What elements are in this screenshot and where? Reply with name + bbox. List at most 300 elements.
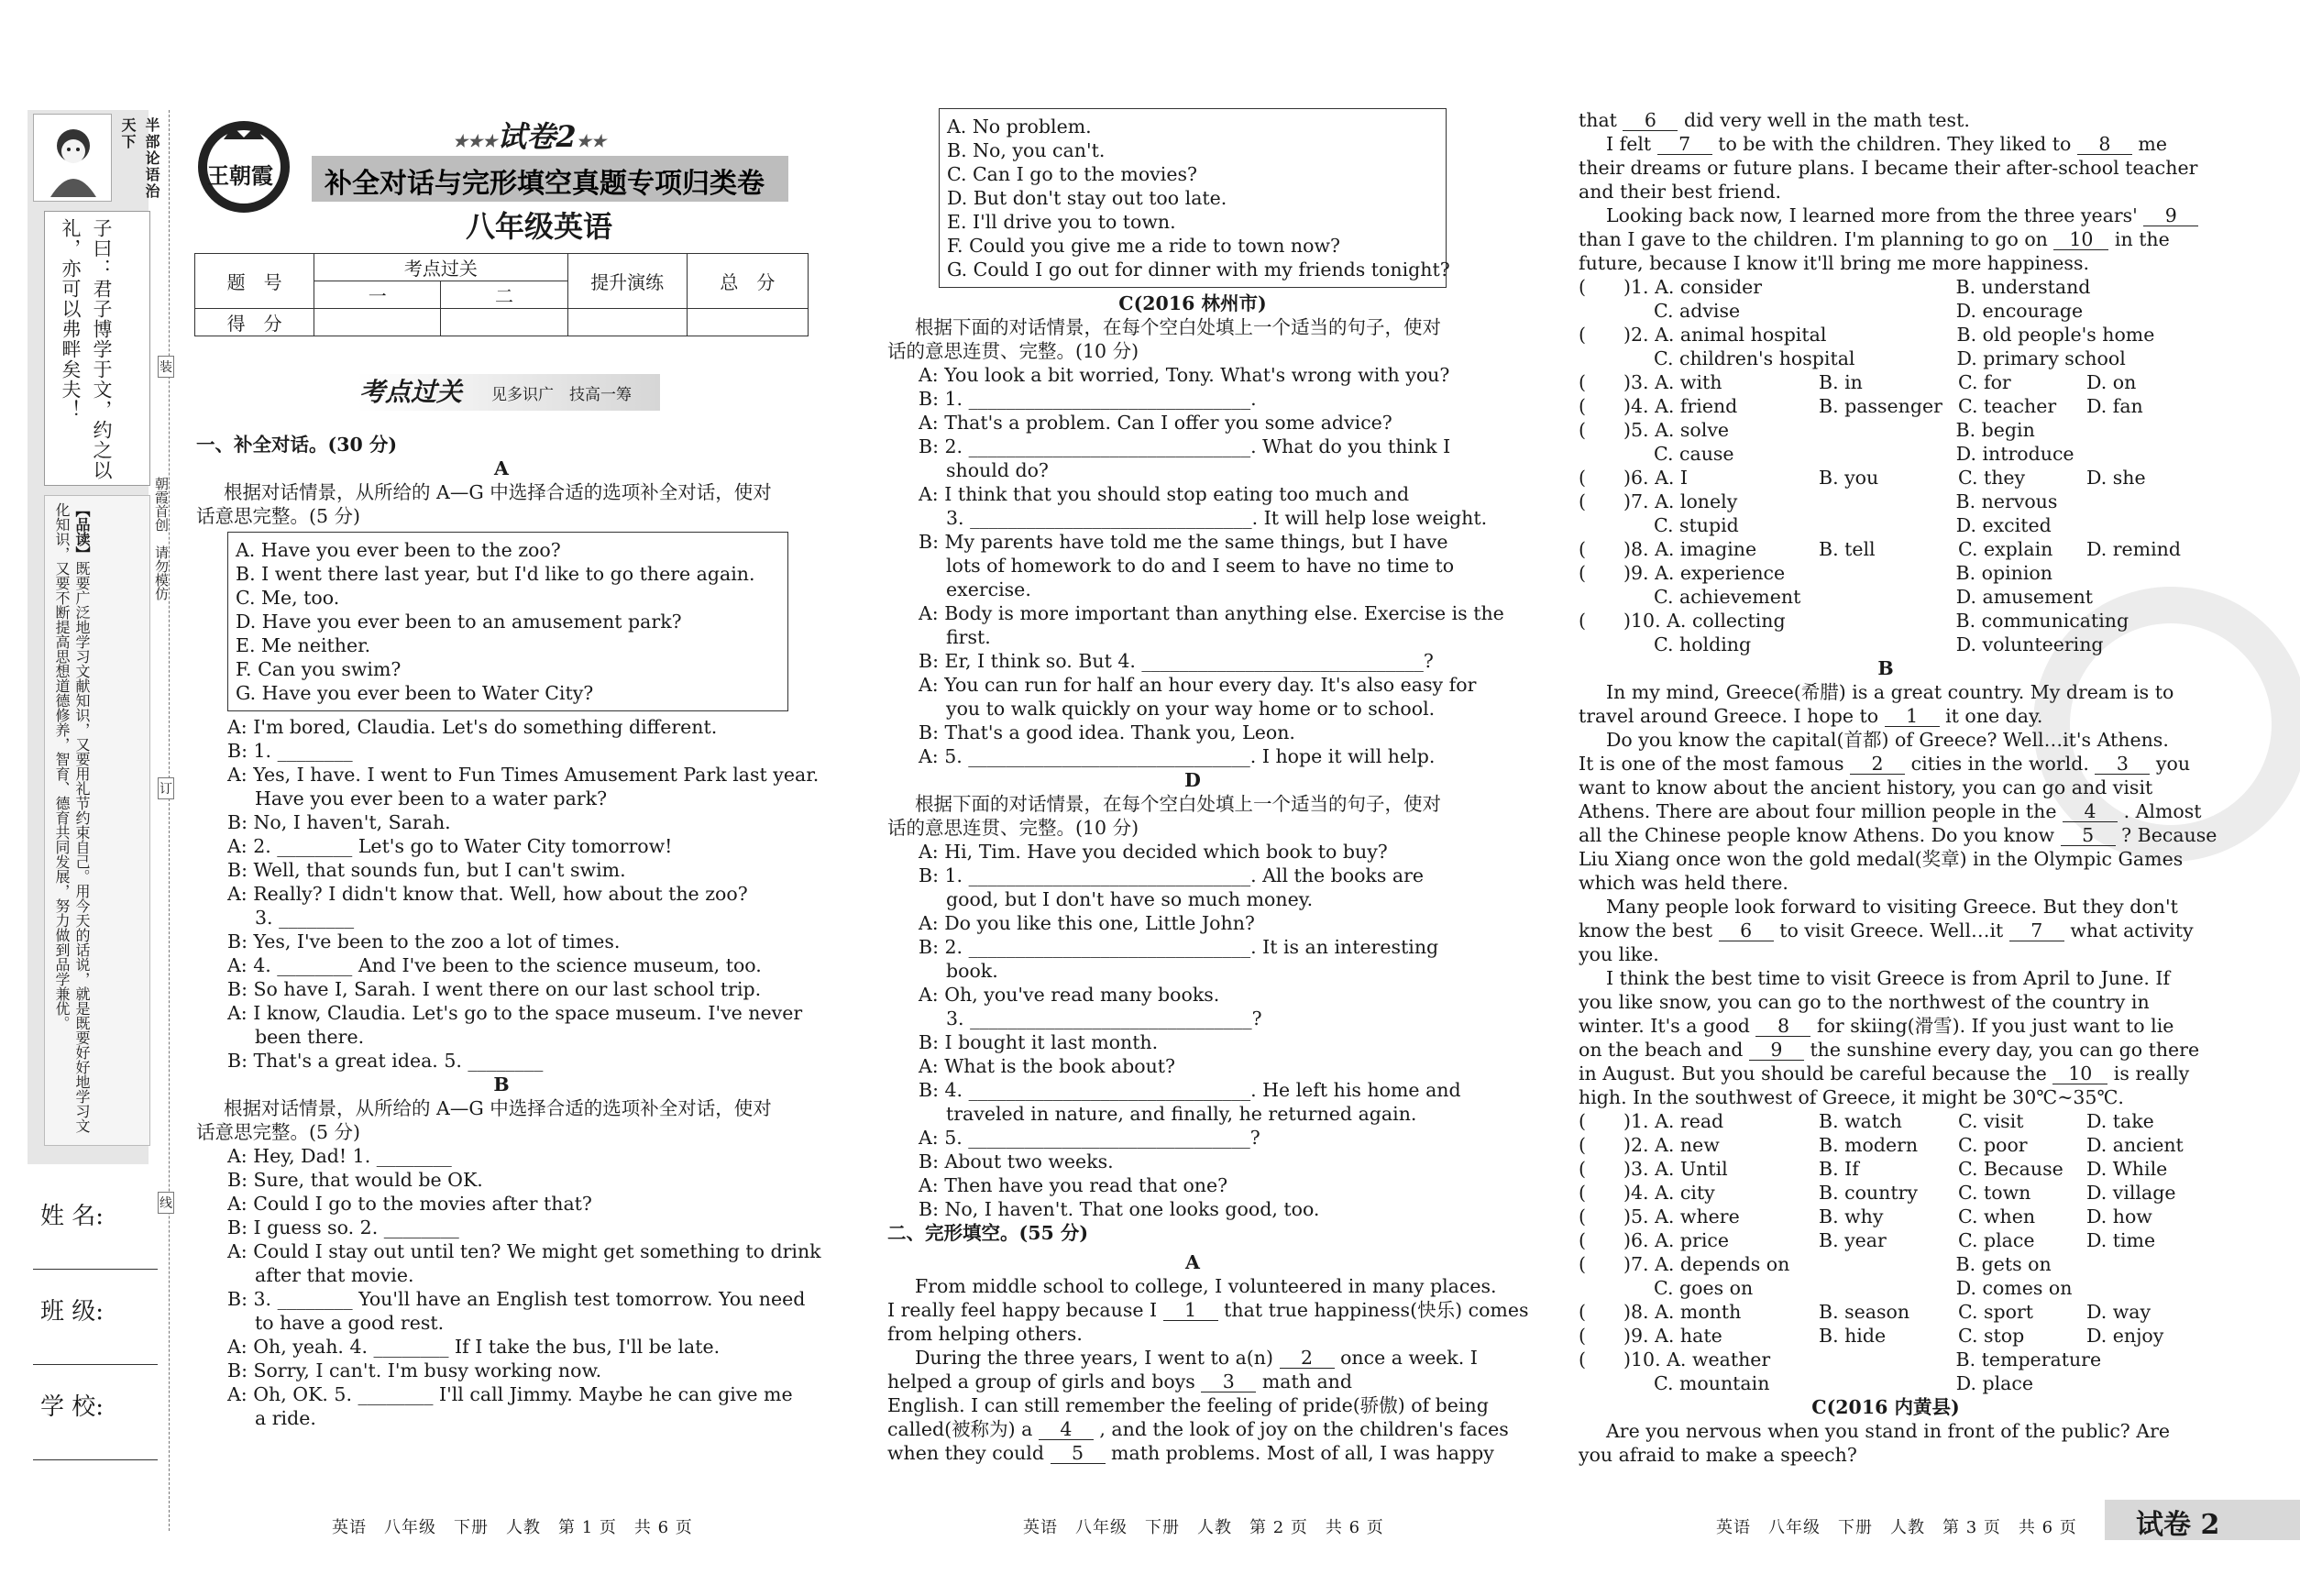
part-c-instruction-2: 话的意思连贯、完整。(10 分) [887, 340, 1139, 362]
passage-text: helped a group of girls and boys [887, 1370, 1195, 1392]
question-option[interactable]: D. volunteering [1955, 633, 2104, 655]
question-row [1579, 323, 2193, 347]
question-row [1579, 490, 2193, 513]
question-option[interactable]: B. understand [1955, 276, 2091, 298]
score-cell-3[interactable] [567, 309, 687, 336]
question-option[interactable]: B. old people's home [1956, 324, 2155, 346]
dialogue-line: A: Do you like this one, Little John? [919, 912, 1255, 934]
question-option[interactable]: C. place [1958, 1229, 2035, 1251]
dialogue-line: A: Hey, Dad! 1. ________ [227, 1145, 452, 1167]
passage-text: During the three years, I went to a(n) [915, 1347, 1274, 1369]
option-item: D. Have you ever been to an amusement park? [236, 611, 682, 633]
question-row [1579, 347, 2193, 370]
question-option[interactable]: D. enjoy [2086, 1325, 2164, 1347]
question-row [1579, 1371, 2193, 1395]
dialogue-line: A: Oh, yeah. 4. ________ If I take the bus, I'll be late. [227, 1336, 721, 1358]
class-field[interactable] [33, 1364, 158, 1365]
banner-sub: 见多识广 技高一筹 [491, 386, 632, 404]
question-option[interactable] [1818, 299, 1956, 323]
question-option[interactable] [1817, 609, 1955, 633]
answer-blank[interactable]: 6 [1719, 920, 1774, 941]
question-option[interactable]: D. While [2086, 1158, 2168, 1180]
passage-line [887, 1274, 1498, 1298]
passage-text: called(被称为) a [887, 1418, 1033, 1440]
sidebar-portrait [33, 114, 112, 202]
score-h2b: 二 [441, 281, 567, 309]
question-row [1579, 1300, 2193, 1324]
cloze-a-questions [1579, 275, 2193, 656]
question-option[interactable]: B. why [1819, 1205, 1884, 1227]
question-option[interactable]: B. modern [1819, 1134, 1919, 1156]
passage-text: high. In the southwest of Greece, it might be 30℃~35℃. [1579, 1086, 2124, 1108]
passage-text: I felt [1606, 133, 1652, 155]
question-option[interactable]: B. year [1819, 1229, 1887, 1251]
passage-text: when they could [887, 1442, 1044, 1464]
question-option[interactable]: B. gets on [1955, 1253, 2052, 1275]
passage-line [1579, 823, 2217, 847]
passage-text: to be with the children. They liked to [1718, 133, 2072, 155]
dialogue-line: A: You can run for half an hour every day. It's also easy for [919, 674, 1477, 696]
passage-text: is really [2113, 1062, 2190, 1084]
passage-text: math and [1261, 1370, 1353, 1392]
cloze-a-passage [887, 1274, 1529, 1465]
dialogue-line: exercise. [946, 578, 1031, 600]
answer-blank[interactable]: 1 [1163, 1300, 1218, 1321]
dialogue-line: B: That's a great idea. 5. ________ [227, 1050, 544, 1072]
footer-page-3: 英语 八年级 下册 人教 第 3 页 共 6 页 [1716, 1518, 2077, 1537]
question-option[interactable]: D. introduce [1955, 443, 2074, 465]
dialogue-line: A: I think that you should stop eating too much and [919, 483, 1410, 505]
question-option[interactable]: B. opinion [1955, 562, 2052, 584]
answer-blank[interactable]: 10 [2053, 229, 2108, 250]
question-option[interactable]: D. comes on [1955, 1277, 2073, 1299]
question-option[interactable]: ( )1. A. consider [1579, 276, 1763, 298]
passage-text: on the beach and [1579, 1039, 1744, 1061]
score-h2a: 一 [314, 281, 441, 309]
option-item: C. Me, too. [236, 587, 340, 609]
dialogue-line: A: 4. ________ And I've been to the science museum, too. [227, 954, 762, 976]
dialogue-line: A: Could I go to the movies after that? [227, 1193, 592, 1215]
question-option[interactable]: D. how [2086, 1205, 2152, 1227]
copyright-note: 朝霞首创 请勿模仿 [153, 477, 170, 600]
question-option[interactable] [1817, 1252, 1955, 1276]
question-row [1579, 1109, 2193, 1133]
answer-blank[interactable]: 7 [2009, 920, 2064, 941]
passage-text: you [2155, 753, 2191, 775]
passage-text: know the best [1579, 919, 1713, 941]
answer-blank[interactable]: 4 [2063, 801, 2118, 822]
passage-line [887, 1441, 1498, 1465]
cloze-c-line-1: Are you nervous when you stand in front of the public? Are [1606, 1420, 2171, 1442]
question-option[interactable] [1817, 418, 1955, 442]
question-row [1579, 275, 2193, 299]
question-option[interactable]: B. in [1819, 371, 1863, 393]
dialogue-line: B: 2. ______________________________. What do you think I [919, 435, 1451, 457]
answer-blank[interactable]: 4 [1039, 1419, 1094, 1440]
question-option[interactable]: B. passenger [1819, 395, 1942, 417]
question-row [1579, 299, 2193, 323]
question-option[interactable]: C. children's hospital [1654, 347, 1855, 369]
passage-text: From middle school to college, I volunteered in many places. [915, 1275, 1497, 1297]
cut-line [169, 110, 170, 1531]
question-option[interactable]: C. visit [1958, 1110, 2024, 1132]
dialogue-line: A: Could I stay out until ten? We might get something to drink [227, 1240, 821, 1262]
question-option[interactable]: ( )9. A. experience [1579, 562, 1786, 584]
passage-line [1579, 799, 2202, 823]
passage-line [1579, 871, 2193, 895]
passage-text: it one day. [1945, 705, 2043, 727]
question-row [1579, 633, 2193, 656]
cloze-b-title: B [1877, 657, 1894, 679]
dialogue-line: B: Er, I think so. But 4. ______________________________? [919, 650, 1434, 672]
option-item: C. Can I go to the movies? [947, 163, 1197, 185]
passage-text: once a week. I [1340, 1347, 1478, 1369]
dialogue-line: B: 3. ________ You'll have an English test tomorrow. You need [227, 1288, 806, 1310]
passage-line [887, 1298, 1529, 1322]
sidebar-quote: 子曰：君子博学于文，约之以礼，亦可以弗畔矣夫！ [60, 218, 113, 480]
part-c-title: C(2016 林州市) [1118, 292, 1267, 314]
passage-text: in August. But you should be careful because the [1579, 1062, 2047, 1084]
part-d-instruction: 根据下面的对话情景，在每个空白处填上一个适当的句子，使对 [915, 793, 1441, 815]
passage-line [1579, 1085, 2193, 1109]
footer-page-2: 英语 八年级 下册 人教 第 2 页 共 6 页 [1023, 1518, 1384, 1537]
question-row [1579, 1276, 2193, 1300]
passage-text: Many people look forward to visiting Greece. But they don't [1606, 896, 2178, 918]
part-b-title: B [493, 1073, 510, 1095]
question-option[interactable] [1818, 1276, 1956, 1300]
dialogue-line: A: 5. ______________________________. I hope it will help. [919, 745, 1436, 767]
question-row [1579, 1157, 2193, 1181]
answer-blank[interactable]: 9 [2143, 205, 2198, 226]
passage-line: future, because I know it'll bring me more happiness. [1579, 252, 2089, 274]
question-option[interactable]: C. town [1958, 1182, 2031, 1204]
dialogue-line: 3. ________ [255, 907, 355, 929]
score-h2: 考点过关 [314, 254, 567, 281]
dialogue-line: B: 1. ________ [227, 740, 353, 762]
question-option[interactable]: D. amusement [1955, 586, 2094, 608]
class-label: 班 级: [40, 1298, 105, 1326]
option-item: G. Have you ever been to Water City? [236, 682, 594, 704]
dialogue-line: B: 1. ______________________________. All the books are [919, 864, 1425, 886]
passage-text: I really feel happy because I [887, 1299, 1158, 1321]
passage-text: than I gave to the children. I'm planning to go on [1579, 228, 2048, 250]
question-option[interactable]: C. when [1958, 1205, 2036, 1227]
option-item: E. I'll drive you to town. [947, 211, 1176, 233]
dialogue-line: A: 5. ______________________________? [919, 1127, 1260, 1149]
passage-text: In my mind, Greece(希腊) is a great country. My dream is to [1606, 681, 2174, 703]
question-option[interactable]: B. you [1819, 467, 1879, 489]
question-option[interactable]: D. time [2086, 1229, 2156, 1251]
question-option[interactable]: D. village [2086, 1182, 2176, 1204]
logo-text: 王朝霞 [207, 162, 273, 189]
question-option[interactable]: ( )2. A. animal hospital [1579, 324, 1827, 346]
part-a-options-box [227, 532, 788, 711]
question-option[interactable]: C. advise [1654, 300, 1741, 322]
name-field[interactable] [33, 1269, 158, 1270]
question-option[interactable]: C. achievement [1654, 586, 1801, 608]
question-option[interactable]: ( )4. A. city [1579, 1182, 1715, 1204]
question-option[interactable]: C. cause [1654, 443, 1734, 465]
passage-line: and their best friend. [1579, 181, 1781, 203]
question-option[interactable] [1819, 347, 1957, 370]
dialogue-line: A: Oh, OK. 5. ________ I'll call Jimmy. Maybe he can give me [227, 1383, 793, 1405]
section-2-title: 二、完形填空。(55 分) [887, 1222, 1089, 1244]
footer-tag: 试卷 2 [2136, 1509, 2220, 1541]
question-option[interactable]: ( )7. A. lonely [1579, 490, 1738, 512]
question-row [1579, 585, 2193, 609]
question-option[interactable]: ( )9. A. hate [1579, 1325, 1722, 1347]
question-option[interactable]: C. they [1958, 467, 2026, 489]
part-d-title: D [1184, 769, 1201, 791]
passage-line [1579, 752, 2193, 776]
dialogue-line: first. [946, 626, 991, 648]
passage-text: did very well in the math test. [1683, 109, 1970, 131]
passage-text: , and the look of joy on the children's faces [1099, 1418, 1509, 1440]
question-option[interactable]: B. begin [1955, 419, 2035, 441]
score-cell-2[interactable] [441, 309, 567, 336]
question-option[interactable]: C. stop [1958, 1325, 2025, 1347]
question-option[interactable]: ( )3. A. Until [1579, 1158, 1728, 1180]
answer-blank[interactable]: 8 [1755, 1016, 1810, 1037]
answer-blank[interactable]: 2 [1850, 754, 1905, 775]
question-option[interactable] [1818, 442, 1956, 466]
answer-blank[interactable]: 5 [2061, 825, 2116, 846]
question-row [1579, 1228, 2193, 1252]
dialogue-line: B: No, I haven't. That one looks good, too. [919, 1198, 1320, 1220]
question-row [1579, 537, 2193, 561]
question-row [1579, 394, 2193, 418]
question-row [1579, 418, 2193, 442]
question-option[interactable]: B. country [1819, 1182, 1918, 1204]
option-item: F. Could you give me a ride to town now? [947, 235, 1341, 257]
answer-blank[interactable]: 10 [2052, 1063, 2107, 1084]
dialogue-line: A: I know, Claudia. Let's go to the space museum. I've never [227, 1002, 803, 1024]
part-a-title: A [494, 457, 509, 479]
passage-line [1579, 990, 2193, 1014]
footer-page-1: 英语 八年级 下册 人教 第 1 页 共 6 页 [332, 1518, 693, 1537]
option-item: G. Could I go out for dinner with my friends tonight? [947, 259, 1450, 281]
answer-blank[interactable]: 3 [1201, 1371, 1256, 1392]
question-option[interactable]: B. nervous [1955, 490, 2058, 512]
passage-text: Athens. There are about four million people in the [1579, 800, 2057, 822]
passage-line [1579, 942, 2193, 966]
question-option[interactable] [1819, 323, 1957, 347]
dialogue-line: B: 4. ______________________________. He left his home and [919, 1079, 1461, 1101]
question-option[interactable]: D. she [2086, 467, 2146, 489]
dialogue-line: after that movie. [255, 1264, 414, 1286]
question-option[interactable]: C. stupid [1654, 514, 1739, 536]
passage-text: in the [2114, 228, 2170, 250]
dialogue-line: B: I bought it last month. [919, 1031, 1159, 1053]
answer-blank[interactable]: 6 [1623, 110, 1678, 131]
passage-text: . Almost [2123, 800, 2202, 822]
question-option[interactable]: D. ancient [2086, 1134, 2184, 1156]
question-option[interactable]: C. goes on [1654, 1277, 1754, 1299]
passage-line [1579, 776, 2193, 799]
part-d-dialogue [887, 840, 1498, 1221]
score-table [194, 253, 809, 336]
question-option[interactable]: C. teacher [1958, 395, 2057, 417]
passage-line [1579, 680, 2193, 704]
question-option[interactable]: ( )4. A. friend [1579, 395, 1738, 417]
dialogue-line: good, but I don't have so much money. [946, 888, 1314, 910]
answer-blank[interactable]: 7 [1657, 134, 1712, 155]
question-option[interactable]: B. hide [1819, 1325, 1887, 1347]
passage-text: which was held there. [1579, 872, 1788, 894]
passage-text: Looking back now, I learned more from the three years' [1606, 204, 2138, 226]
answer-blank[interactable]: 9 [1749, 1040, 1804, 1061]
question-option[interactable] [1817, 1348, 1955, 1371]
read-body: 既要广泛地学习文献知识，又要用礼节约束自己。用今天的话说，就是既要好好地学习文化知识，又要不断提高思想道德修养，智育、德育共同发展，努力做到品学兼优。 [53, 502, 91, 1133]
answer-blank[interactable]: 2 [1280, 1348, 1335, 1369]
cloze-b-passage [1579, 680, 2217, 1109]
passage-text: the sunshine every day, you can go there [1810, 1039, 2200, 1061]
question-row [1579, 609, 2193, 633]
passage-text: math problems. Most of all, I was happy [1111, 1442, 1494, 1464]
dialogue-line: book. [946, 960, 998, 982]
part-c-dialogue [887, 363, 1504, 768]
question-option[interactable]: C. explain [1958, 538, 2053, 560]
question-row [1579, 442, 2193, 466]
dialogue-line: A: Oh, you've read many books. [919, 984, 1220, 1006]
question-option[interactable] [1818, 633, 1956, 656]
dialogue-line: traveled in nature, and finally, he returned again. [946, 1103, 1417, 1125]
question-option[interactable] [1817, 490, 1955, 513]
name-label: 姓 名: [40, 1203, 105, 1230]
question-option[interactable] [1817, 561, 1955, 585]
question-option[interactable]: D. place [1955, 1372, 2034, 1394]
passage-line [1579, 704, 2193, 728]
answer-blank[interactable]: 1 [1885, 706, 1940, 727]
dialogue-line: A: That's a problem. Can I offer you some advice? [919, 412, 1392, 434]
question-option[interactable]: ( )10. A. weather [1579, 1348, 1771, 1370]
question-option[interactable]: D. way [2086, 1301, 2151, 1323]
passage-line [1579, 1038, 2200, 1062]
answer-blank[interactable]: 5 [1051, 1443, 1106, 1464]
passage-text: what activity [2070, 919, 2194, 941]
question-option[interactable]: D. primary school [1956, 347, 2126, 369]
dialogue-line: a ride. [255, 1407, 316, 1429]
page2-column [887, 108, 1529, 1465]
dialogue-line: A: Then have you read that one? [919, 1174, 1228, 1196]
dialogue-line: A: What is the book about? [919, 1055, 1176, 1077]
question-row [1579, 1205, 2193, 1228]
school-field[interactable] [33, 1459, 158, 1460]
question-option[interactable]: ( )6. A. I [1579, 467, 1689, 489]
question-option[interactable]: B. communicating [1955, 610, 2129, 632]
part-a-instruction: 根据对话情景，从所给的 A—G 中选择合适的选项补全对话，使对 [224, 481, 772, 503]
answer-blank[interactable]: 3 [2095, 754, 2150, 775]
question-option[interactable]: ( )5. A. where [1579, 1205, 1740, 1227]
answer-blank[interactable]: 8 [2077, 134, 2132, 155]
question-row [1579, 466, 2193, 490]
cloze-a-title: A [1185, 1251, 1200, 1273]
passage-line [1579, 966, 2193, 990]
cloze-c-title: C(2016 内黄县) [1811, 1396, 1960, 1418]
question-option[interactable]: D. on [2086, 371, 2137, 393]
passage-text: cities in the world. [1910, 753, 2089, 775]
question-option[interactable]: ( )2. A. new [1579, 1134, 1720, 1156]
option-item: A. No problem. [947, 116, 1092, 138]
option-item: A. Have you ever been to the zoo? [236, 539, 561, 561]
question-option[interactable]: ( )1. A. read [1579, 1110, 1724, 1132]
passage-line [1579, 108, 2193, 132]
score-cell-total[interactable] [687, 309, 808, 336]
passage-text: you like snow, you can go to the northwest of the country in [1579, 991, 2150, 1013]
dialogue-line: A: Really? I didn't know that. Well, how about the zoo? [227, 883, 748, 905]
score-h4: 总 分 [687, 254, 808, 309]
score-cell-1[interactable] [314, 309, 441, 336]
question-option[interactable]: C. holding [1654, 633, 1752, 655]
question-option[interactable]: ( )8. A. month [1579, 1301, 1742, 1323]
question-option[interactable]: ( )3. A. with [1579, 371, 1722, 393]
question-option[interactable]: B. temperature [1955, 1348, 2102, 1370]
section-1-title: 一、补全对话。(30 分) [196, 434, 398, 456]
question-option[interactable]: D. encourage [1955, 300, 2084, 322]
passage-line [1579, 847, 2193, 871]
score-r2: 得 分 [195, 309, 314, 336]
passage-line [887, 1393, 1498, 1417]
question-option[interactable]: B. If [1819, 1158, 1859, 1180]
question-option[interactable]: B. tell [1819, 538, 1876, 560]
question-option[interactable]: ( )10. A. collecting [1579, 610, 1786, 632]
star-icon: ★★ [576, 132, 606, 151]
cut-mark-2: 订 [158, 777, 174, 799]
question-option[interactable]: D. fan [2086, 395, 2143, 417]
passage-text: you like. [1579, 943, 1659, 965]
passage-line [1579, 895, 2193, 919]
score-h3: 提升演练 [567, 254, 687, 309]
question-option[interactable]: B. watch [1819, 1110, 1902, 1132]
dialogue-line: B: Sure, that would be OK. [227, 1169, 483, 1191]
question-row [1579, 1181, 2193, 1205]
dialogue-line: B: No, I haven't, Sarah. [227, 811, 451, 833]
dialogue-line: A: I'm bored, Claudia. Let's do something different. [227, 716, 718, 738]
page1-column [196, 433, 821, 1430]
passage-line: their dreams or future plans. I became their after-school teacher [1579, 157, 2198, 179]
question-option[interactable]: C. mountain [1654, 1372, 1770, 1394]
cut-mark-3: 线 [158, 1192, 174, 1214]
question-option[interactable]: C. for [1958, 371, 2011, 393]
question-option[interactable]: C. poor [1958, 1134, 2028, 1156]
question-row [1579, 513, 2193, 537]
question-option[interactable]: C. sport [1958, 1301, 2034, 1323]
question-option[interactable]: D. take [2086, 1110, 2154, 1132]
question-row [1579, 1348, 2193, 1371]
question-option[interactable] [1818, 585, 1956, 609]
dialogue-line: B: 1. ______________________________. [919, 388, 1257, 410]
page-subtitle: 八年级英语 [466, 209, 613, 244]
passage-line [887, 1417, 1509, 1441]
question-option[interactable]: ( )5. A. solve [1579, 419, 1730, 441]
dialogue-line: A: Body is more important than anything else. Exercise is the [919, 602, 1504, 624]
question-option[interactable] [1818, 513, 1956, 537]
question-option[interactable] [1817, 275, 1955, 299]
question-option[interactable]: D. excited [1955, 514, 2052, 536]
question-option[interactable]: ( )7. A. depends on [1579, 1253, 1790, 1275]
question-option[interactable] [1818, 1371, 1956, 1395]
question-option[interactable]: ( )8. A. imagine [1579, 538, 1757, 560]
sidebar-read [51, 502, 92, 1144]
dialogue-line: should do? [946, 459, 1049, 481]
dialogue-line: 3. ______________________________? [946, 1007, 1262, 1029]
question-option[interactable]: D. remind [2086, 538, 2181, 560]
passage-text: English. I can still remember the feeling of pride(骄傲) of being [887, 1394, 1489, 1416]
question-option[interactable]: B. season [1819, 1301, 1910, 1323]
question-option[interactable]: C. Because [1958, 1158, 2063, 1180]
question-option[interactable]: ( )6. A. price [1579, 1229, 1729, 1251]
passage-text: Liu Xiang once won the gold medal(奖章) in the Olympic Games [1579, 848, 2184, 870]
